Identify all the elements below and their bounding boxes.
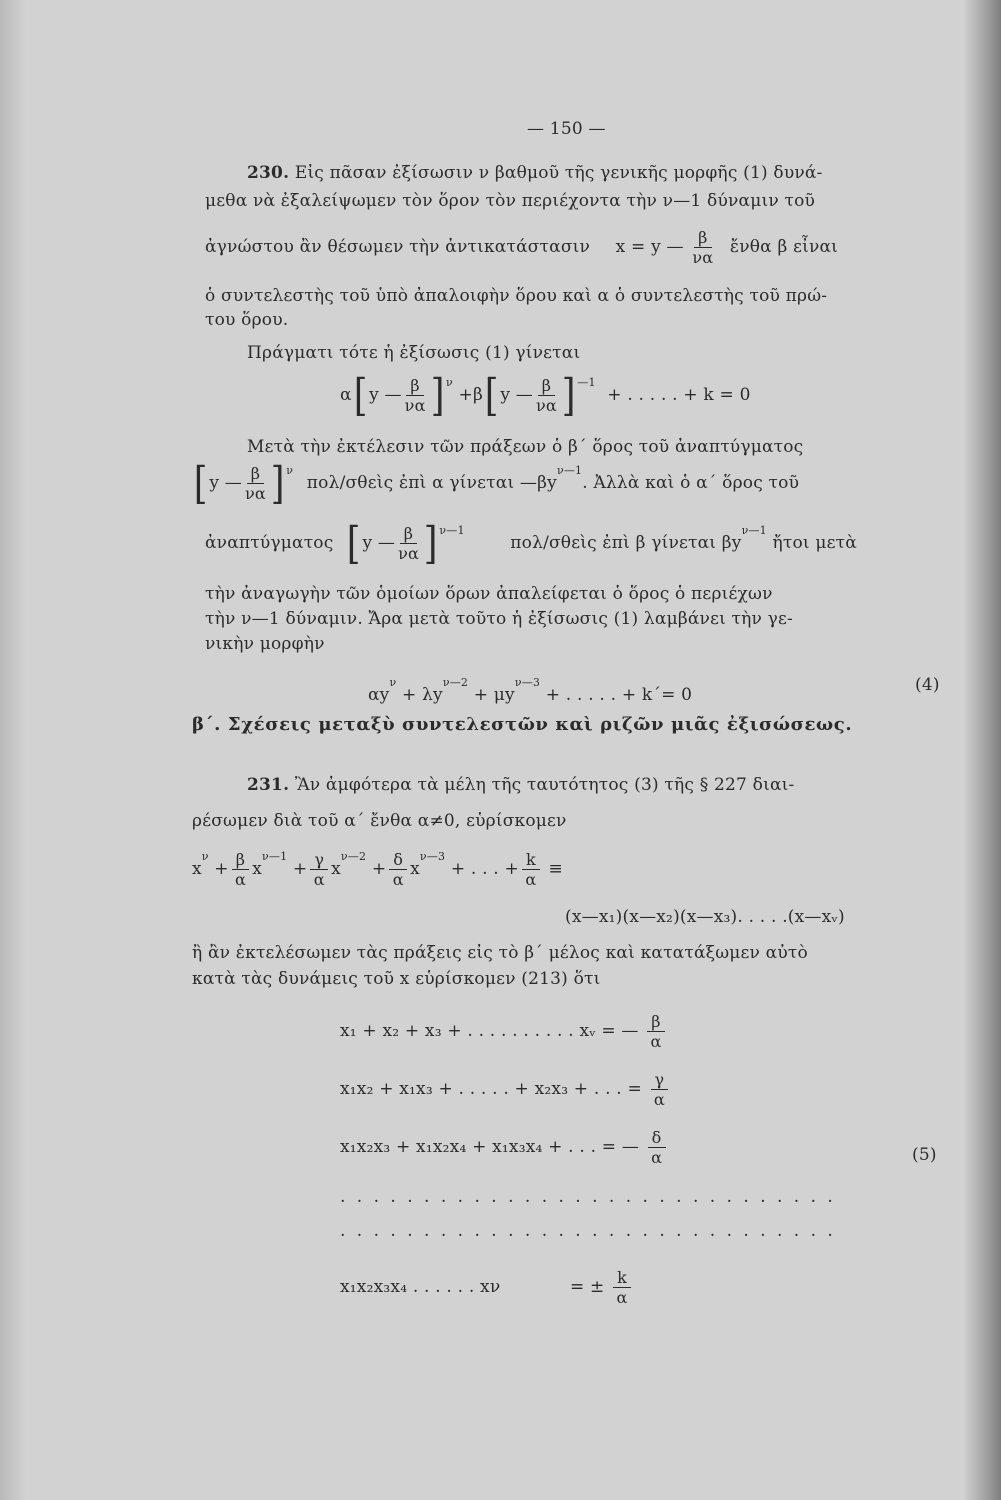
substitution-expr: x = y — [615,237,684,257]
alpha: α [340,385,352,405]
denominator: α [616,1288,628,1307]
y-minus: y — [362,533,396,553]
plus: + [504,859,519,879]
fraction [651,1070,669,1109]
numerator: β [232,850,249,870]
y-minus: y — [369,385,402,405]
left-bracket: [ [193,457,208,509]
denominator: να [398,544,419,563]
fraction [522,850,540,889]
denominator: να [244,484,266,503]
exponent: ν [445,376,453,389]
denominator: να [535,396,557,415]
paragraph-231-line-3: ἢ ἂν ἐκτελέσωμεν τὰς πράξεις εἰς τὸ β΄ μέλος καὶ κατατάξωμεν αὐτὸ [192,943,808,963]
numerator: β [247,464,264,484]
text: πολ/σθεὶς ἐπὶ α γίνεται —βy [306,473,557,493]
page-number: — 150 — [527,119,606,139]
section-number-231: 231. [247,775,290,795]
page-edge-right [963,0,1001,1500]
text: ἔνθα β εἶναι [729,237,839,257]
numerator: δ [648,1128,666,1148]
paragraph-230-line-2: μεθα νὰ ἐξαλείψωμεν τὸν ὅρον τὸν περιέχοντα τὴν ν—1 δύναμιν τοῦ [205,191,816,211]
exponent: ν—1 [741,524,767,537]
left-bracket: [ [346,517,361,569]
text: ἀναπτύγματος [205,533,334,553]
equation-4-label: (4) [915,675,940,695]
fraction [648,1128,666,1167]
denominator: α [653,1090,665,1109]
x: x [331,859,341,879]
right-bracket: ] [430,369,445,421]
paragraph-230-line-8 [192,457,800,509]
equation-expansion [340,369,751,421]
paragraph-230-line-1 [247,162,823,184]
equation-4 [368,672,692,706]
exponent: ν—1 [439,524,465,537]
fraction [232,850,249,889]
numerator: β [400,524,417,544]
numerator: β [694,228,711,248]
text: Εἰς πᾶσαν ἐξίσωσιν ν βαθμοῦ τῆς γενικῆς μορφῆς (1) δυνά- [294,163,823,183]
right-bracket: ] [423,517,438,569]
paragraph-230-line-9 [205,517,857,569]
fraction [536,376,557,415]
denominator: α [650,1032,662,1051]
equation-identity-lhs: $x^\nu$ + $\frac{\beta}{\alpha}$ $x^{\nu—1}$ + $\frac{\gamma}{\alpha}$ $x^{\nu—2}$ + $\frac{\delta}{\alpha}$ $x^{\nu—3}$ + . . . + $\frac{k}{\alpha}$ ≡ [192,850,563,889]
section-heading: β΄. Σχέσεις μεταξὺ συντελεστῶν καὶ ριζῶν μιᾶς ἐξισώσεως. [192,714,853,735]
text: ἀγνώστου ἂν θέσωμεν τὴν ἀντικατάστασιν [205,237,591,257]
y-minus: y — [209,473,242,493]
relation-row-last [340,1268,634,1307]
exponent: ν [201,850,209,863]
text: Ἂν ἀμφότερα τὰ μέλη τῆς ταυτότητος (3) τῆς § 227 διαι- [294,775,795,795]
section-number-230: 230. [247,163,290,183]
plus: + [371,859,387,879]
paragraph-230-line-11: τὴν ν—1 δύναμιν. Ἄρα μετὰ τοῦτο ἡ ἐξίσωσις (1) λαμβάνει τὴν γε- [205,609,793,629]
text: πολ/σθεὶς ἐπὶ β γίνεται βy [510,533,742,553]
left-bracket: [ [353,369,368,421]
lhs: x₁ + x₂ + x₃ + . . . . . . . . . . xᵥ = — [340,1021,639,1041]
numerator: k [613,1268,631,1288]
left-bracket: [ [484,369,499,421]
equation-identity-rhs: (x—x₁)(x—x₂)(x—x₃). . . . .(x—xᵥ) [565,907,845,927]
lhs: x₁x₂x₃x₄ . . . . . . xν [340,1277,501,1297]
fraction [389,850,407,889]
paragraph-230-line-6: Πράγματι τότε ἡ ἐξίσωσις (1) γίνεται [247,343,581,363]
paragraph-231-line-1 [247,774,794,796]
relation-row-2 [340,1070,671,1109]
x: x [410,859,420,879]
text: ἤτοι μετὰ [772,533,857,553]
paragraph-230-line-7: Μετὰ τὴν ἐκτέλεσιν τῶν πράξεων ὁ β΄ ὅρος τοῦ ἀναπτύγματος [247,437,804,457]
exponent: ν—1 [556,464,583,477]
lhs: x₁x₂ + x₁x₃ + . . . . . + x₂x₃ + . . . = [340,1079,642,1099]
x: x [192,859,202,879]
exponent: ν—1 [262,850,288,863]
denominator: α [651,1148,663,1167]
exponent: ν—2 [442,676,469,689]
numerator: β [647,1012,664,1032]
paragraph-230-line-12: νικὴν μορφὴν [205,634,325,654]
numerator: β [538,376,555,396]
exponent: ν [286,464,294,477]
relation-row-3 [340,1128,669,1167]
term: + . . . . . + k΄= 0 [545,685,693,705]
fraction [405,376,426,415]
fraction [647,1012,664,1051]
plus: + [450,859,466,879]
fraction [245,464,266,503]
equals-plus-minus: = ± [570,1277,605,1297]
paragraph-230-line-5: του ὅρου. [205,310,289,330]
relation-dots-1: . . . . . . . . . . . . . . . . . . . . . . . . . . . . . . [340,1187,836,1207]
term: + λy [401,685,443,705]
beta: β [472,385,483,405]
page-edge-left [0,0,26,1500]
fraction [398,524,419,563]
exponent: ν—3 [419,850,446,863]
denominator: να [692,248,714,267]
numerator: δ [389,850,407,870]
paragraph-230-line-3 [205,228,838,267]
exponent: ν—2 [340,850,367,863]
paragraph-230-line-4: ὁ συντελεστὴς τοῦ ὑπὸ ἀπαλοιφὴν ὅρου καὶ α ὁ συντελεστὴς τοῦ πρώ- [205,286,828,306]
numerator: γ [651,1070,669,1090]
numerator: k [522,850,540,870]
tail: + . . . . . + k = 0 [607,385,751,405]
right-bracket: ] [561,369,576,421]
numerator: γ [310,850,328,870]
denominator: α [392,870,404,889]
denominator: να [404,396,426,415]
fraction [613,1268,631,1307]
numerator: β [406,376,423,396]
relation-dots-2: . . . . . . . . . . . . . . . . . . . . . . . . . . . . . . [340,1221,836,1241]
text: . Ἀλλὰ καὶ ὁ α΄ ὅρος τοῦ [582,473,800,493]
right-bracket: ] [270,457,285,509]
paragraph-230-line-10: τὴν ἀναγωγὴν τῶν ὁμοίων ὅρων ἀπαλείφεται ὁ ὅρος ὁ περιέχων [205,584,773,604]
lhs: x₁x₂x₃ + x₁x₂x₄ + x₁x₃x₄ + . . . = — [340,1137,640,1157]
term: αy [368,685,390,705]
plus: + [214,859,229,879]
x: x [252,859,262,879]
denominator: α [234,870,246,889]
equation-5-label: (5) [912,1145,937,1165]
denominator: α [525,870,537,889]
fraction [310,850,328,889]
exponent: —1 [577,376,596,389]
fraction-beta-over-nu-alpha [692,228,713,267]
exponent: ν—3 [514,676,541,689]
plus: + [292,859,308,879]
paragraph-231-line-4: κατὰ τὰς δυνάμεις τοῦ x εὑρίσκομεν (213) ὅτι [192,969,601,989]
plus: + [458,385,473,405]
denominator: α [313,870,325,889]
exponent: ν [389,676,397,689]
paragraph-231-line-2: ρέσωμεν διὰ τοῦ α΄ ἔνθα α≠0, εὑρίσκομεν [192,811,567,831]
y-minus: y — [500,385,533,405]
term: + μy [473,685,515,705]
relation-row-1 [340,1012,668,1051]
